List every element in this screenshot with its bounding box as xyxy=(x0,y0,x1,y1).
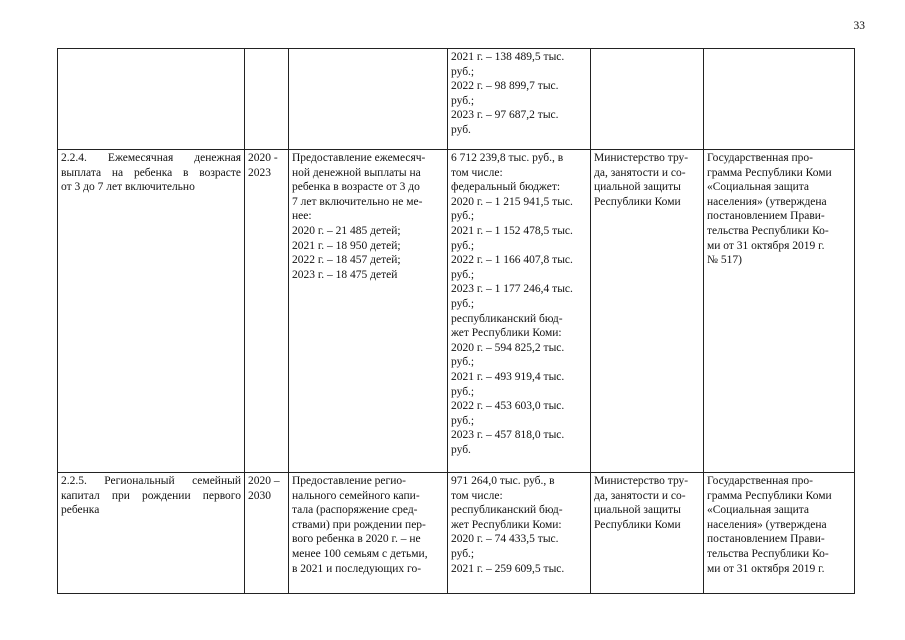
cell-text-line: республиканский бюд- xyxy=(451,312,563,325)
executor-cell xyxy=(591,49,704,150)
cell-text-line: населения» (утверждена xyxy=(707,518,827,531)
cell-text-line: 2.2.4. Ежемесячная денежная xyxy=(61,152,241,164)
cell-text-line: ребенка в возрасте от 3 до xyxy=(292,181,420,194)
table-row xyxy=(58,150,855,473)
program-cell xyxy=(704,473,855,594)
cell-text-line: 2020 – xyxy=(248,475,280,487)
page-number: 33 xyxy=(853,20,865,32)
cell-text-line: 2023 xyxy=(248,166,271,179)
cell-text-line: республиканский бюд- xyxy=(451,504,563,517)
cell-text-line: да, занятости и со- xyxy=(594,489,686,502)
cell-text-line: руб.; xyxy=(451,65,475,78)
result-cell xyxy=(289,473,448,594)
cell-text-line: тельства Республики Ко- xyxy=(707,224,829,237)
cell-text-line: 2022 г. – 1 166 407,8 тыс. xyxy=(451,254,573,267)
cell-text-line: грамма Республики Коми xyxy=(707,166,832,179)
cell-text-line: ствами) при рождении пер- xyxy=(292,518,426,531)
cell-text-line: руб.; xyxy=(451,94,475,107)
cell-text-line: ми от 31 октября 2019 г. xyxy=(707,239,825,252)
cell-text-line: 2023 г. – 18 475 детей xyxy=(292,268,398,281)
cell-text-line: 2022 г. – 453 603,0 тыс. xyxy=(451,400,565,413)
cell-text-line: том числе: xyxy=(451,489,503,502)
cell-text-line: вого ребенка в 2020 г. – не xyxy=(292,533,421,546)
cell-text-line: 2022 г. – 98 899,7 тыс. xyxy=(451,80,559,93)
cell-text-line: 2020 г. – 1 215 941,5 тыс. xyxy=(451,195,573,208)
program-cell xyxy=(704,150,855,473)
cell-text-line: нее: xyxy=(292,210,312,223)
cell-text-line: циальной защиты xyxy=(594,181,681,194)
cell-text-line: Министерство тру- xyxy=(594,152,689,164)
cell-text-line: в 2021 и последующих го- xyxy=(292,562,422,575)
funding-cell xyxy=(448,473,591,594)
cell-text-line: «Социальная защита xyxy=(707,504,810,517)
period-cell xyxy=(245,473,289,594)
cell-text-line: федеральный бюджет: xyxy=(451,181,561,194)
cell-text-line: 2030 xyxy=(248,489,271,502)
cell-text-line: 2.2.5. Региональный семейный xyxy=(61,475,241,487)
cell-text-line: руб.; xyxy=(451,356,475,369)
table-row xyxy=(58,49,855,150)
cell-text-line: Республики Коми xyxy=(594,195,681,208)
measure-cell xyxy=(58,150,245,473)
cell-text-line: том числе: xyxy=(451,166,503,179)
cell-text-line: 2021 г. – 493 919,4 тыс. xyxy=(451,370,565,383)
cell-text-line: тала (распоряжение сред- xyxy=(292,504,418,517)
cell-text-line: 2023 г. – 457 818,0 тыс. xyxy=(451,429,565,442)
funding-cell xyxy=(448,150,591,473)
cell-text-line: 6 712 239,8 тыс. руб., в xyxy=(451,152,564,164)
cell-text-line: руб.; xyxy=(451,239,475,252)
cell-text-line: населения» (утверждена xyxy=(707,195,827,208)
cell-text-line: постановлением Прави- xyxy=(707,533,825,546)
cell-text-line: тельства Республики Ко- xyxy=(707,547,829,560)
cell-text-line: циальной защиты xyxy=(594,504,681,517)
cell-text-line: жет Республики Коми: xyxy=(451,518,562,531)
measure-cell xyxy=(58,49,245,150)
cell-text-line: жет Республики Коми: xyxy=(451,327,562,340)
cell-text-line: 2020 г. – 594 825,2 тыс. xyxy=(451,341,565,354)
cell-text-line: 2021 г. – 18 950 детей; xyxy=(292,239,401,252)
cell-text-line: Министерство тру- xyxy=(594,475,689,487)
cell-text-line: 971 264,0 тыс. руб., в xyxy=(451,475,555,487)
cell-text-line: ребенка xyxy=(61,504,100,517)
cell-text-line: постановлением Прави- xyxy=(707,210,825,223)
cell-text-line: выплата на ребенка в возрасте xyxy=(61,166,241,179)
cell-text-line: менее 100 семьям с детьми, xyxy=(292,547,428,560)
cell-text-line: руб.; xyxy=(451,547,475,560)
cell-text-line: 2020 г. – 74 433,5 тыс. xyxy=(451,533,559,546)
cell-text-line: руб.; xyxy=(451,414,475,427)
cell-text-line: руб. xyxy=(451,443,471,456)
cell-text-line: «Социальная защита xyxy=(707,181,810,194)
cell-text-line: 2020 г. – 21 485 детей; xyxy=(292,224,401,237)
cell-text-line: Предоставление ежемесяч- xyxy=(292,152,426,164)
cell-text-line: Предоставление регио- xyxy=(292,475,406,487)
measure-cell xyxy=(58,473,245,594)
cell-text-line: нального семейного капи- xyxy=(292,489,420,502)
result-cell xyxy=(289,150,448,473)
cell-text-line: руб.; xyxy=(451,385,475,398)
cell-text-line: 2023 г. – 1 177 246,4 тыс. xyxy=(451,283,573,296)
measures-table xyxy=(57,48,855,594)
cell-text-line: 2021 г. – 138 489,5 тыс. xyxy=(451,51,565,63)
cell-text-line: руб.; xyxy=(451,210,475,223)
cell-text-line: 2021 г. – 1 152 478,5 тыс. xyxy=(451,224,573,237)
cell-text-line: № 517) xyxy=(707,254,742,267)
funding-cell xyxy=(448,49,591,150)
period-cell xyxy=(245,49,289,150)
cell-text-line: Республики Коми xyxy=(594,518,681,531)
program-cell xyxy=(704,49,855,150)
cell-text-line: руб. xyxy=(451,123,471,136)
result-cell xyxy=(289,49,448,150)
cell-text-line: от 3 до 7 лет включительно xyxy=(61,181,195,194)
cell-text-line: 2020 - xyxy=(248,152,278,164)
executor-cell xyxy=(591,473,704,594)
table-row xyxy=(58,473,855,594)
cell-text-line: 2022 г. – 18 457 детей; xyxy=(292,254,401,267)
cell-text-line: 2023 г. – 97 687,2 тыс. xyxy=(451,109,559,122)
cell-text-line: руб.; xyxy=(451,297,475,310)
cell-text-line: капитал при рождении первого xyxy=(61,489,241,502)
executor-cell xyxy=(591,150,704,473)
cell-text-line: да, занятости и со- xyxy=(594,166,686,179)
cell-text-line: Государственная про- xyxy=(707,152,814,164)
cell-text-line: ми от 31 октября 2019 г. xyxy=(707,562,825,575)
cell-text-line: ной денежной выплаты на xyxy=(292,166,421,179)
cell-text-line: 7 лет включительно не ме- xyxy=(292,195,423,208)
cell-text-line: руб.; xyxy=(451,268,475,281)
period-cell xyxy=(245,150,289,473)
cell-text-line: 2021 г. – 259 609,5 тыс. xyxy=(451,562,565,575)
table-body xyxy=(58,49,855,594)
cell-text-line: Государственная про- xyxy=(707,475,814,487)
cell-text-line: грамма Республики Коми xyxy=(707,489,832,502)
